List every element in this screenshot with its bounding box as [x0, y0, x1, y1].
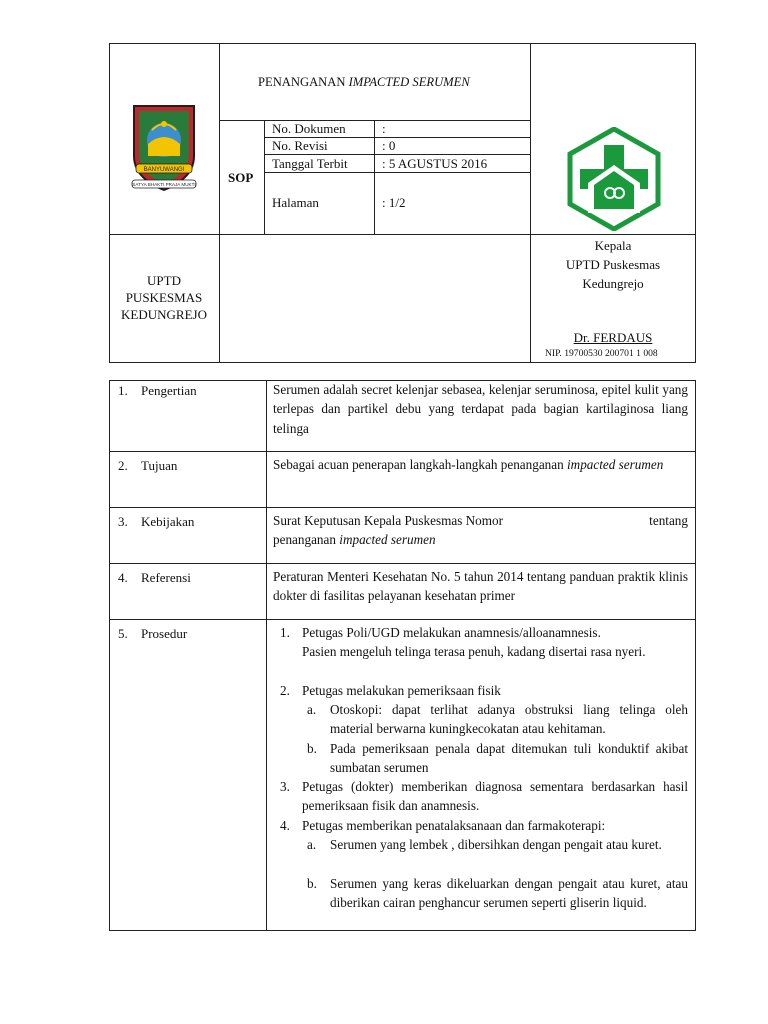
section-label-prosedur: Prosedur	[141, 626, 188, 641]
substep-letter: a.	[307, 702, 317, 717]
document-title	[258, 76, 470, 89]
step-2a-text: Otoskopi: dapat terlihat adanya obstruksi liang telinga oleh material berwarna kuningkecokatan atau kehitaman.	[330, 702, 688, 737]
tujuan-text-plain: Sebagai acuan penerapan langkah-langkah penanganan	[273, 457, 568, 472]
section-number: 5.	[118, 626, 128, 641]
section-label-pengertian: Pengertian	[141, 383, 197, 398]
kebijakan-text-a: Surat Keputusan Kepala Puskesmas Nomor	[273, 513, 504, 528]
pengertian-text: Serumen adalah secret kelenjar sebasea, kelenjar seruminosa, epitel kulit yang terlepas dan partikel debu yang terdapat pada bagian kartilaginosa liang telinga	[273, 382, 688, 436]
section-number: 1.	[118, 383, 128, 398]
step-2b-text: Pada pemeriksaan penala dapat ditemukan tuli konduktif akibat sumbatan serumen	[330, 741, 688, 776]
puskesmas-logo	[566, 127, 662, 231]
kebijakan-text-italic: impacted serumen	[339, 532, 436, 548]
signatory-nip: NIP. 19700530 200701 1 008	[545, 348, 658, 359]
meta-label-dokumen: No. Dokumen	[272, 121, 346, 136]
kebijakan-text-c: penanganan	[273, 532, 340, 548]
substep-letter: b.	[307, 876, 317, 891]
meta-label-halaman: Halaman	[272, 195, 319, 210]
regency-crest-logo	[128, 100, 200, 196]
step-3-text: Petugas (dokter) memberikan diagnosa sementara berdasarkan hasil pemeriksaan fisik dan anamnesis.	[302, 779, 688, 814]
substep-letter: b.	[307, 741, 317, 756]
step-number: 3.	[280, 779, 290, 794]
tujuan-text-italic: impacted serumen	[567, 457, 664, 472]
section-label-tujuan: Tujuan	[141, 458, 178, 473]
meta-label-revisi: No. Revisi	[272, 138, 328, 153]
step-4a-text: Serumen yang lembek , dibersihkan dengan pengait atau kuret.	[330, 837, 662, 852]
step-number: 1.	[280, 625, 290, 640]
step-1-continuation: Pasien mengeluh telinga terasa penuh, kadang disertai rasa nyeri.	[302, 644, 646, 659]
meta-label-tanggal: Tanggal Terbit	[272, 156, 348, 171]
title-prefix: PENANGANAN	[258, 75, 349, 89]
crest-banner-text: BANYUWANGI	[143, 167, 185, 173]
org-line: UPTD	[147, 273, 181, 288]
step-4b-text: Serumen yang keras dikeluarkan dengan pengait atau kuret, atau diberikan cairan penghancur serumen seperti gliserin liquid.	[330, 876, 688, 911]
section-label-kebijakan: Kebijakan	[141, 514, 195, 529]
meta-value-halaman: : 1/2	[382, 195, 406, 210]
meta-value-revisi: : 0	[382, 138, 396, 153]
section-number: 3.	[118, 514, 128, 529]
approver-line: Kedungrejo	[582, 276, 644, 291]
organization-name	[109, 272, 219, 323]
crest-motto-text: SATYA BHAKTI PRAJA MUKTI	[132, 182, 196, 187]
step-number: 4.	[280, 818, 290, 833]
step-4-text: Petugas memberikan penatalaksanaan dan farmakoterapi:	[302, 818, 606, 833]
org-line: PUSKESMAS	[125, 290, 203, 305]
section-number: 4.	[118, 570, 128, 585]
kebijakan-text-b: tentang	[649, 513, 688, 528]
substep-letter: a.	[307, 837, 317, 852]
step-1-text: Petugas Poli/UGD melakukan anamnesis/alloanamnesis.	[302, 625, 601, 640]
tujuan-text	[273, 455, 688, 474]
meta-value-tanggal: : 5 AGUSTUS 2016	[382, 156, 488, 171]
approver-line: UPTD Puskesmas	[565, 257, 661, 272]
org-line: KEDUNGREJO	[121, 307, 207, 322]
referensi-text: Peraturan Menteri Kesehatan No. 5 tahun 2014 tentang panduan praktik klinis dokter di fasilitas pelayanan kesehatan primer	[273, 569, 688, 604]
step-number: 2.	[280, 683, 290, 698]
meta-value-dokumen: :	[382, 121, 386, 136]
step-2-text: Petugas melakukan pemeriksaan fisik	[302, 683, 501, 698]
section-label-referensi: Referensi	[141, 570, 191, 585]
kebijakan-text	[273, 511, 688, 550]
signatory-name: Dr. FERDAUS	[573, 330, 653, 345]
approver-line: Kepala	[594, 238, 632, 253]
section-number: 2.	[118, 458, 128, 473]
title-italic: IMPACTED SERUMEN	[348, 75, 470, 89]
approver-block	[530, 236, 696, 293]
sop-label: SOP	[228, 170, 254, 185]
